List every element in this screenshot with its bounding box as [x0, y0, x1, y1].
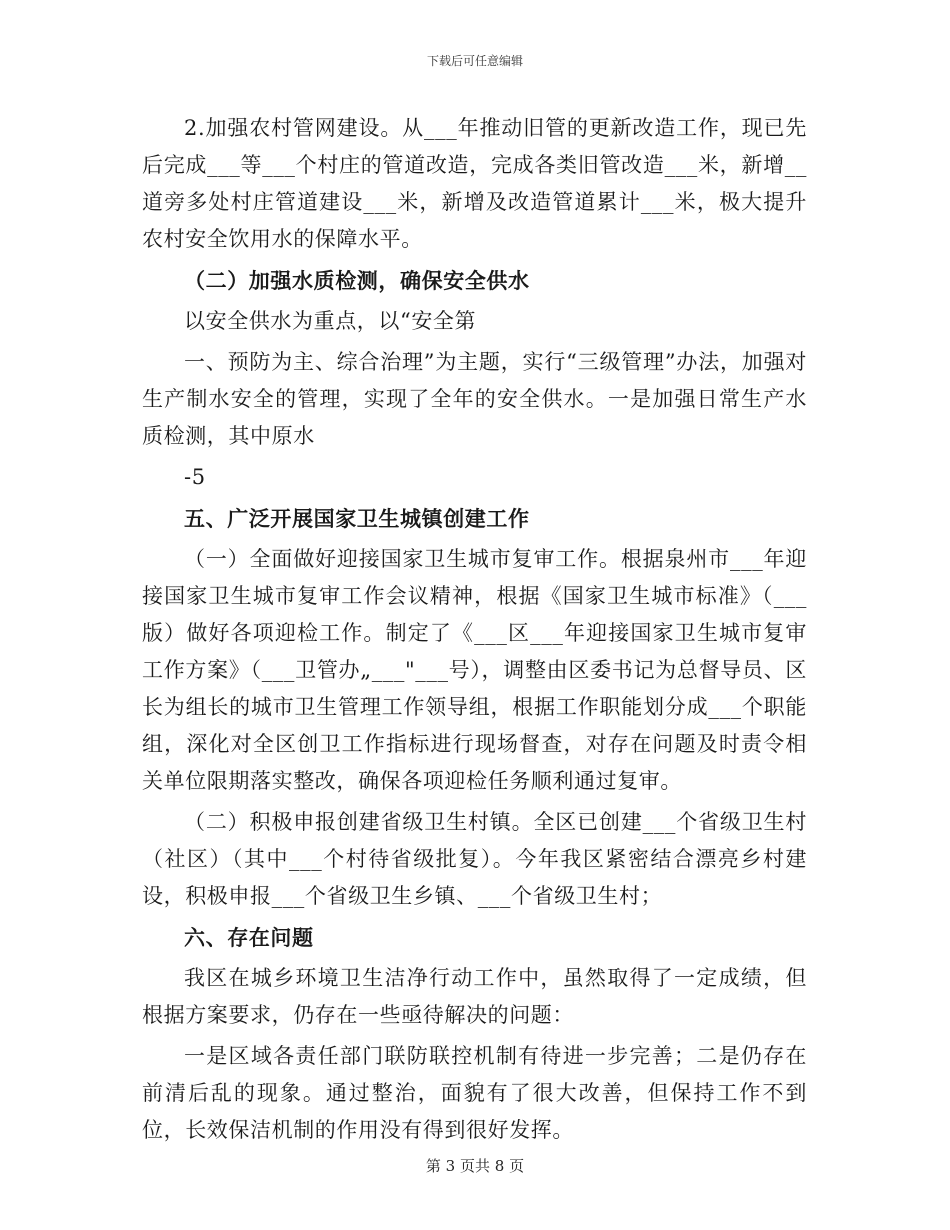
heading-section-five: 五、广泛开展国家卫生城镇创建工作 [184, 506, 530, 531]
paragraph-pipe-network: 2.加强农村管网建设。从___年推动旧管的更新改造工作，现已先后完成___等___个村庄的管道改造，完成各类旧管改造___米，新增__道旁多处村庄管道建设___米，新增及改造管道累计___米，极大提升农村安全饮用水的保障水平。 [142, 116, 807, 251]
paragraph-city-review: （一）全面做好迎接国家卫生城市复审工作。根据泉州市___年迎接国家卫生城市复审工作会议精神，根据《国家卫生城市标准》（___版）做好各项迎检工作。制定了《___区___年迎接国家卫生城市复审工作方案》（___卫管办„___"___号），调整由区委书记为总督导员、区长为组长的城市卫生管理工作领导组，根据工作职能划分成___个职能组，深化对全区创卫工作指标进行现场督查，对存在问题及时责令相关单位限期落实整改，确保各项迎检任务顺利通过复审。 [142, 547, 807, 793]
heading-section-six: 六、存在问题 [184, 925, 314, 950]
document-body [142, 110, 807, 1153]
paragraph-province-villages: （二）积极申报创建省级卫生村镇。全区已创建___个省级卫生村（社区）（其中___个村待省级批复）。今年我区紧密结合漂亮乡村建设，积极申报___个省级卫生乡镇、___个省级卫生村； [142, 810, 807, 908]
paragraph-fragment: -5 [184, 465, 206, 489]
paragraph-safety-focus: 以安全供水为重点，以“安全第 [184, 309, 477, 333]
heading-water-quality: （二）加强水质检测，确保安全供水 [184, 268, 530, 293]
page-footer: 第 3 页共 8 页 [425, 1157, 525, 1175]
page-header: 下载后可任意编辑 [426, 54, 523, 68]
paragraph-problems-intro: 我区在城乡环境卫生洁净行动工作中，虽然取得了一定成绩，但根据方案要求，仍存在一些亟待解决的问题： [142, 966, 807, 1027]
paragraph-safety-management: 一、预防为主、综合治理”为主题，实行“三级管理”办法，加强对生产制水安全的管理，实现了全年的安全供水。一是加强日常生产水质检测，其中原水 [142, 350, 807, 448]
paragraph-problems-detail: 一是区域各责任部门联防联控机制有待进一步完善；二是仍存在前清后乱的现象。通过整治，面貌有了很大改善，但保持工作不到位，长效保洁机制的作用没有得到很好发挥。 [142, 1044, 807, 1142]
